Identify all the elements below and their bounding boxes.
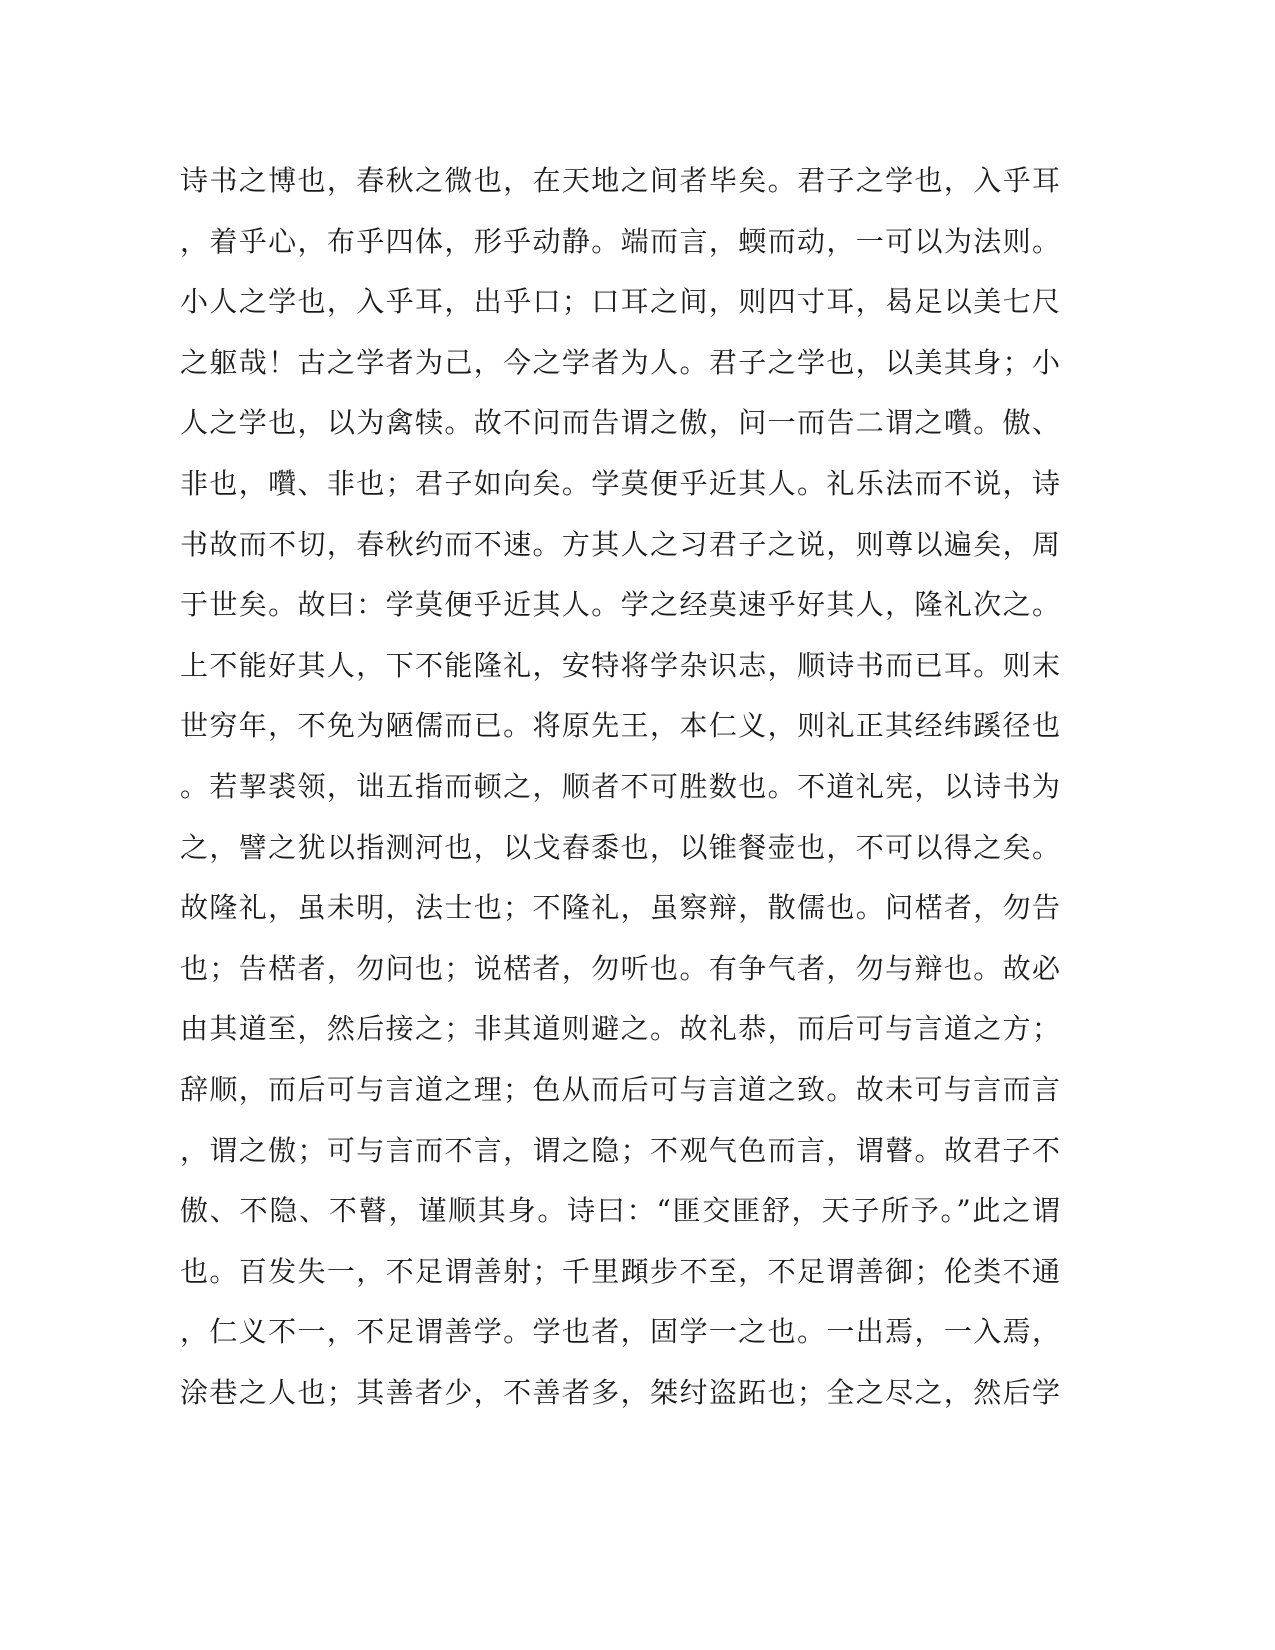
text-line: 于世矣。故曰：学莫便乎近其人。学之经莫速乎好其人，隆礼次之。 bbox=[180, 588, 1060, 622]
text-line: 非也，囋、非也；君子如向矣。学莫便乎近其人。礼乐法而不说，诗 bbox=[180, 466, 1060, 500]
text-line: 书故而不切，春秋约而不速。方其人之习君子之说，则尊以遍矣，周 bbox=[180, 527, 1060, 561]
text-line: 辞顺，而后可与言道之理；色从而后可与言道之致。故未可与言而言 bbox=[180, 1072, 1060, 1106]
text-line: ，谓之傲；可与言而不言，谓之隐；不观气色而言，谓瞽。故君子不 bbox=[180, 1133, 1060, 1167]
text-line: 之躯哉！古之学者为己，今之学者为人。君子之学也，以美其身；小 bbox=[180, 345, 1060, 379]
text-line: 故隆礼，虽未明，法士也；不隆礼，虽察辩，散儒也。问楛者，勿告 bbox=[180, 891, 1060, 925]
text-line: 世穷年，不免为陋儒而已。将原先王，本仁义，则礼正其经纬蹊径也 bbox=[180, 709, 1060, 743]
text-line: 涂巷之人也；其善者少，不善者多，桀纣盗跖也；全之尽之，然后学 bbox=[180, 1375, 1060, 1409]
text-line: 由其道至，然后接之；非其道则避之。故礼恭，而后可与言道之方； bbox=[180, 1012, 1060, 1046]
text-line: ，着乎心，布乎四体，形乎动静。端而言，蝡而动，一可以为法则。 bbox=[180, 224, 1060, 258]
body-text bbox=[180, 158, 1060, 1430]
text-line: 也。百发失一，不足谓善射；千里蹞步不至，不足谓善御；伦类不通 bbox=[180, 1254, 1060, 1288]
text-line: 人之学也，以为禽犊。故不问而告谓之傲，问一而告二谓之囋。傲、 bbox=[180, 406, 1060, 440]
text-line: 上不能好其人，下不能隆礼，安特将学杂识志，顺诗书而已耳。则末 bbox=[180, 648, 1060, 682]
text-line: 之，譬之犹以指测河也，以戈舂黍也，以锥餐壶也，不可以得之矣。 bbox=[180, 830, 1060, 864]
text-line: 小人之学也，入乎耳，出乎口；口耳之间，则四寸耳，曷足以美七尺 bbox=[180, 285, 1060, 319]
text-line: 傲、不隐、不瞽，谨顺其身。诗曰：“匪交匪舒，天子所予。”此之谓 bbox=[180, 1194, 1060, 1228]
text-line: 诗书之博也，春秋之微也，在天地之间者毕矣。君子之学也，入乎耳 bbox=[180, 164, 1060, 197]
text-line: 也；告楛者，勿问也；说楛者，勿听也。有争气者，勿与辩也。故必 bbox=[180, 951, 1060, 985]
text-line: ，仁义不一，不足谓善学。学也者，固学一之也。一出焉，一入焉， bbox=[180, 1315, 1060, 1349]
text-line: 。若挈裘领，诎五指而顿之，顺者不可胜数也。不道礼宪，以诗书为 bbox=[180, 769, 1060, 803]
